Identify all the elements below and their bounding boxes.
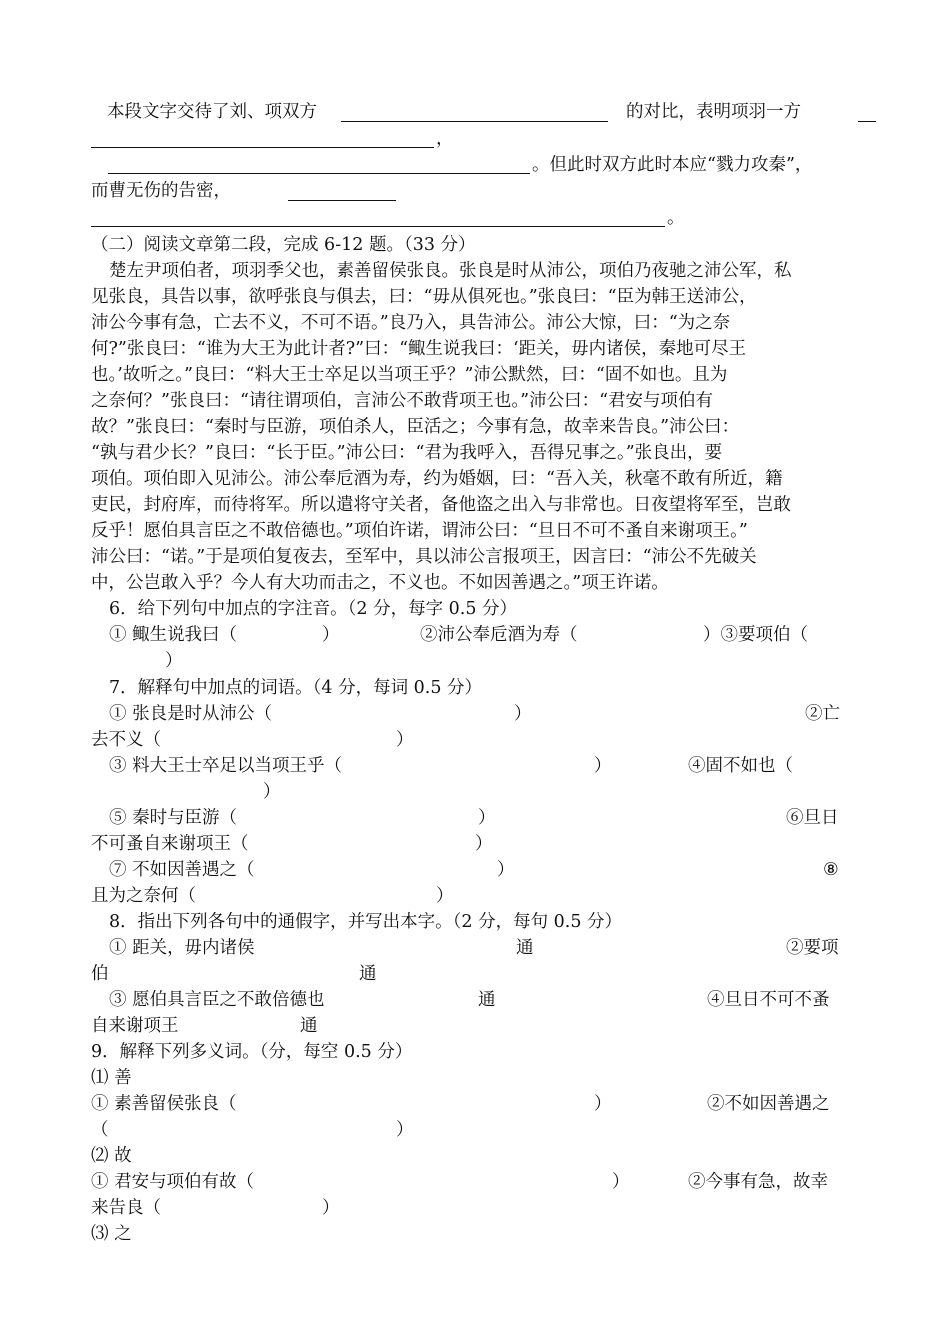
q7-item-6-close: ） (475, 834, 493, 854)
q9-item-2a-close: ） (612, 1172, 630, 1192)
q6-item-a: ① 鲰生说我曰（ (109, 625, 238, 645)
q7-item-1-close: ） (514, 704, 532, 724)
q7-item-2: ②亡 (805, 704, 840, 724)
q7-item-5: ⑤ 秦时与臣游（ (109, 808, 238, 828)
q9-item-1b: ②不如因善遇之 (707, 1094, 830, 1114)
passage-line: 何?”张良曰：“谁为大王为此计者?”曰：“鲰生说我曰：‘距关，毋内诸侯，秦地可尽王 (91, 339, 747, 359)
intro-line1-text-b: 的对比，表明项羽一方 (626, 102, 801, 122)
q7-item-1: ① 张良是时从沛公（ (109, 704, 273, 724)
q9-item-1b-open: （ (91, 1120, 109, 1140)
q7-item-5-close: ） (478, 808, 496, 828)
intro-blank-4[interactable] (108, 173, 530, 174)
intro-blank-6[interactable] (91, 226, 665, 227)
intro-blank-5[interactable] (288, 200, 396, 201)
q9-item-2a: ① 君安与项伯有故（ (91, 1172, 255, 1192)
q9-heading-2: ⑵ 故 (91, 1146, 132, 1166)
passage-line: 故？”张良曰：“秦时与臣游，项伯杀人，臣活之；今事有急，故幸来告良。”沛公曰： (91, 417, 740, 437)
intro-line4-text: 而曹无伤的告密， (91, 181, 231, 201)
passage-line: 吏民，封府库，而待将军。所以遣将守关者，备他盗之出入与非常也。日夜望将军至，岂敢 (91, 495, 791, 515)
q7-item-4: ④固不如也（ (688, 756, 793, 776)
q7-item-2-close: ） (396, 730, 414, 750)
q8-item-3: ③ 愿伯具言臣之不敢倍德也 (109, 990, 325, 1010)
intro-line3-text: 。但此时双方此时本应“戮力攻秦”， (532, 155, 813, 175)
q8-item-1: ① 距关，毋内诸侯 (109, 938, 255, 958)
section-title: （二）阅读文章第二段，完成 6-12 题。（33 分） (91, 235, 476, 255)
intro-blank-2[interactable] (858, 121, 876, 122)
q7-item-2-cont: 去不义（ (91, 730, 161, 750)
q7-item-4-close: ） (263, 782, 281, 802)
passage-line: 之奈何？”张良曰：“请往谓项伯，言沛公不敢背项王也。”沛公曰：“君安与项伯有 (91, 391, 714, 411)
q8-item-1-tong: 通 (516, 938, 534, 958)
q8-item-3-tong: 通 (478, 990, 496, 1010)
passage-line: 反乎！愿伯具言臣之不敢倍德也。”项伯许诺，谓沛公曰：“旦日不可不蚤自来谢项王。” (91, 521, 748, 541)
q7-item-6-cont: 不可蚤自来谢项王（ (91, 834, 249, 854)
intro-blank-3[interactable] (91, 147, 434, 148)
q8-item-4: ④旦日不可不蚤 (707, 990, 830, 1010)
passage-line: 楚左尹项伯者，项羽季父也，素善留侯张良。张良是时从沛公，项伯乃夜驰之沛公军，私 (109, 261, 792, 281)
passage-line: 也。’故听之。”良曰：“料大王士卒足以当项王乎？”沛公默然，曰：“固不如也。且为 (91, 365, 728, 385)
q9-item-1b-close: ） (396, 1120, 414, 1140)
q7-item-8-close: ） (436, 886, 454, 906)
intro-line5-period: 。 (667, 208, 685, 228)
q8-item-2-cont: 伯 (91, 964, 109, 984)
intro-line2-comma: ， (436, 129, 454, 149)
q9-item-1a: ① 素善留侯张良（ (91, 1094, 237, 1114)
passage-line: 项伯。项伯即入见沛公。沛公奉卮酒为寿，约为婚姻，曰：“吾入关，秋毫不敢有所近，籍 (91, 469, 783, 489)
q9-heading-3: ⑶ 之 (91, 1224, 132, 1244)
q9-item-2b: ②今事有急，故幸 (688, 1172, 828, 1192)
q7-item-7-close: ） (497, 860, 515, 880)
passage-line: 沛公今事有急，亡去不义，不可不语。”良乃入，具告沛公。沛公大惊，曰：“为之奈 (91, 313, 731, 333)
passage-line: 见张良，具告以事，欲呼张良与俱去，曰：“毋从俱死也。”张良曰：“臣为韩王送沛公， (91, 287, 757, 307)
intro-blank-1[interactable] (341, 121, 608, 122)
q8-item-4-tong: 通 (300, 1016, 318, 1036)
q9-stem: 9．解释下列多义词。（分，每空 0.5 分） (91, 1042, 413, 1062)
q7-item-3-close: ） (594, 756, 612, 776)
q9-item-2b-cont: 来告良（ (91, 1198, 161, 1218)
q7-item-6: ⑥旦日 (786, 808, 839, 828)
passage-line: 中，公岂敢入乎？今人有大功而击之，不义也。不如因善遇之。”项王许诺。 (91, 573, 669, 593)
passage-line: 沛公曰：“诺。”于是项伯复夜去，至军中，具以沛公言报项王，因言曰：“沛公不先破关 (91, 547, 757, 567)
q7-item-7: ⑦ 不如因善遇之（ (109, 860, 255, 880)
q8-item-4-cont: 自来谢项王 (91, 1016, 179, 1036)
q9-heading-1: ⑴ 善 (91, 1068, 132, 1088)
q6-item-b-close: ）③要项伯（ (703, 625, 808, 645)
q6-stem: 6．给下列句中加点的字注音。（2 分，每字 0.5 分） (109, 599, 518, 619)
q6-item-b: ②沛公奉卮酒为寿（ (420, 625, 578, 645)
q8-item-2-tong: 通 (359, 964, 377, 984)
q7-item-3: ③ 料大王士卒足以当项王乎（ (109, 756, 343, 776)
passage-line: “孰与君少长？”良曰：“长于臣。”沛公曰：“君为我呼入，吾得兄事之。”张良出，要 (91, 443, 723, 463)
q7-stem: 7．解释句中加点的词语。（4 分，每词 0.5 分） (109, 678, 483, 698)
q6-item-a-close: ） (322, 625, 340, 645)
q9-item-2b-close: ） (322, 1198, 340, 1218)
q7-item-8-cont: 且为之奈何（ (91, 886, 196, 906)
q6-item-c-close: ） (165, 651, 183, 671)
q8-item-2: ②要项 (786, 938, 839, 958)
q9-item-1a-close: ） (594, 1094, 612, 1114)
q8-stem: 8．指出下列各句中的通假字，并写出本字。（2 分，每句 0.5 分） (109, 912, 623, 932)
intro-line1-text: 本段文字交待了刘、项双方 (107, 102, 317, 122)
q7-item-8: ⑧ (823, 860, 839, 880)
